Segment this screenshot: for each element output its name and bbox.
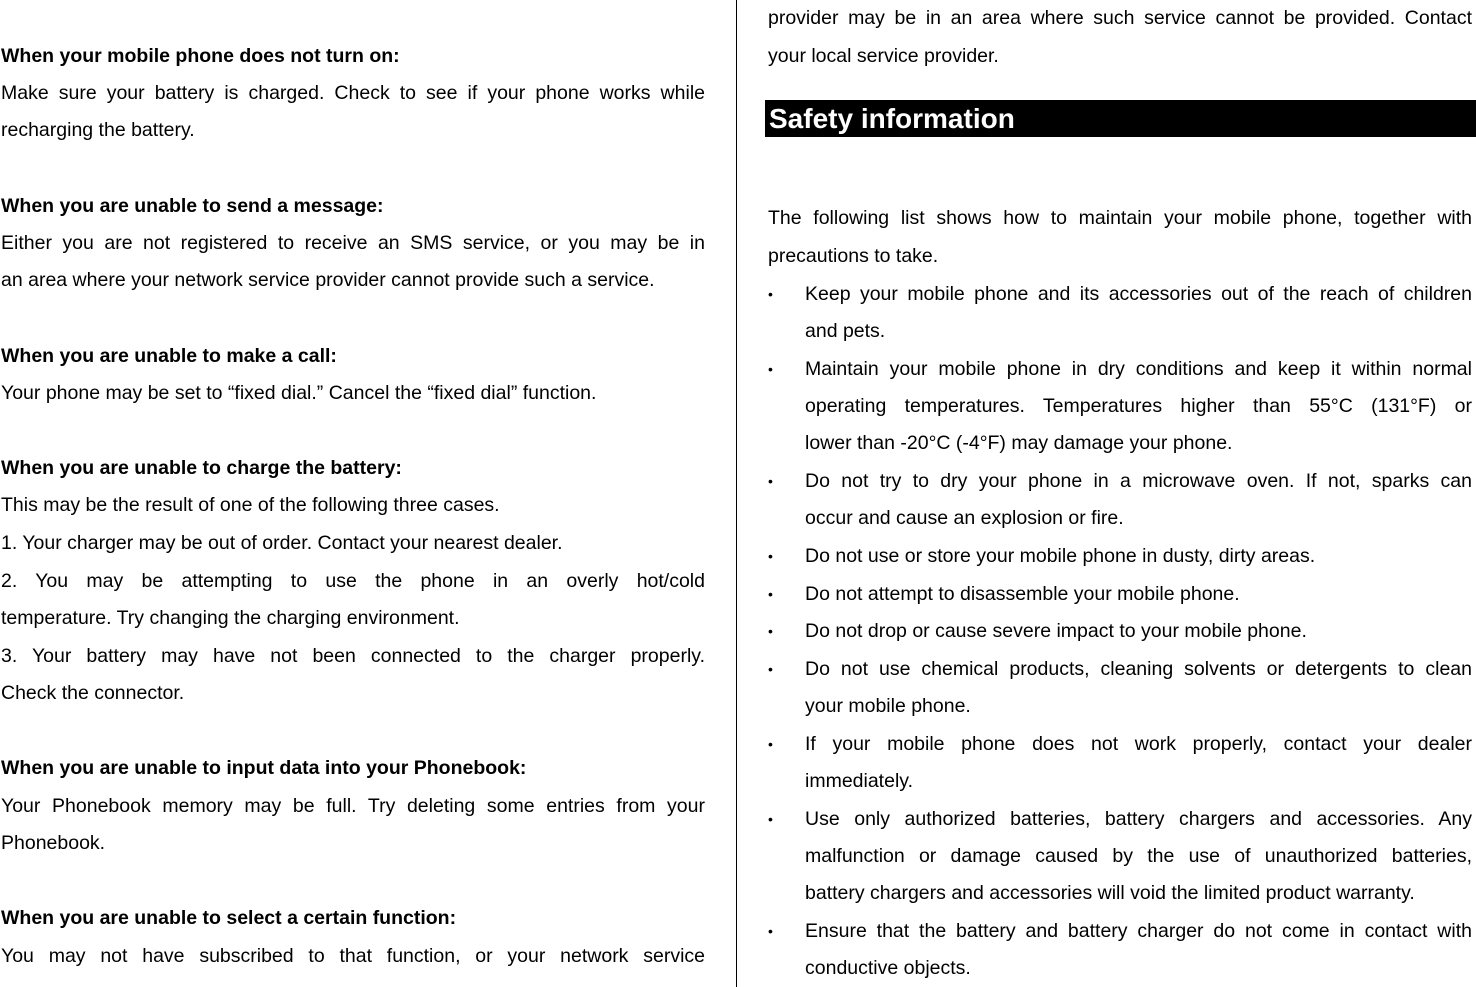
bullet-line: Do not attempt to disassemble your mobile phone.: [805, 583, 1240, 605]
paragraph-line: Your Phonebook memory may be full. Try deleting some entries from your: [1, 795, 705, 817]
heading-charge-battery: When you are unable to charge the battery:: [1, 457, 402, 479]
paragraph-line: 3. Your battery may have not been connected to the charger properly.: [1, 645, 705, 667]
paragraph-line: This may be the result of one of the following three cases.: [1, 494, 500, 516]
paragraph-line: 1. Your charger may be out of order. Contact your nearest dealer.: [1, 532, 563, 554]
intro-line: The following list shows how to maintain your mobile phone, together with: [768, 207, 1472, 229]
paragraph-line: Your phone may be set to “fixed dial.” Cancel the “fixed dial” function.: [1, 382, 597, 404]
section-title-safety: Safety information: [765, 100, 1476, 137]
bullet-line: Do not drop or cause severe impact to your mobile phone.: [805, 620, 1307, 642]
bullet-line: your mobile phone.: [805, 695, 971, 717]
bullet-line: lower than -20°C (-4°F) may damage your phone.: [805, 432, 1233, 454]
paragraph-line: recharging the battery.: [1, 119, 195, 141]
heading-make-call: When you are unable to make a call:: [1, 345, 337, 367]
bullet-line: Maintain your mobile phone in dry conditions and keep it within normal: [805, 358, 1472, 380]
bullet-glyph: •: [768, 811, 773, 827]
bullet-line: Keep your mobile phone and its accessories out of the reach of children: [805, 283, 1472, 305]
paragraph-line: Either you are not registered to receive an SMS service, or you may be in: [1, 232, 705, 254]
paragraph-line: You may not have subscribed to that function, or your network service: [1, 945, 705, 967]
paragraph-line: provider may be in an area where such service cannot be provided. Contact: [768, 7, 1472, 29]
bullet-glyph: •: [768, 361, 773, 377]
bullet-line: Do not use chemical products, cleaning solvents or detergents to clean: [805, 658, 1472, 680]
bullet-line: Use only authorized batteries, battery chargers and accessories. Any: [805, 808, 1472, 830]
bullet-line: Ensure that the battery and battery charger do not come in contact with: [805, 920, 1472, 942]
heading-select-function: When you are unable to select a certain function:: [1, 907, 457, 929]
paragraph-line: Make sure your battery is charged. Check to see if your phone works while: [1, 82, 705, 104]
bullet-line: and pets.: [805, 320, 886, 342]
bullet-line: battery chargers and accessories will void the limited product warranty.: [805, 882, 1415, 904]
paragraph-line: your local service provider.: [768, 45, 999, 67]
paragraph-line: Check the connector.: [1, 682, 185, 704]
bullet-glyph: •: [768, 473, 773, 489]
bullet-glyph: •: [768, 286, 773, 302]
bullet-line: immediately.: [805, 770, 914, 792]
bullet-line: operating temperatures. Temperatures higher than 55°C (131°F) or: [805, 395, 1472, 417]
bullet-line: If your mobile phone does not work properly, contact your dealer: [805, 733, 1472, 755]
intro-line: precautions to take.: [768, 245, 939, 267]
bullet-glyph: •: [768, 923, 773, 939]
bullet-line: conductive objects.: [805, 957, 971, 979]
paragraph-line: 2. You may be attempting to use the phone in an overly hot/cold: [1, 570, 705, 592]
heading-send-message: When you are unable to send a message:: [1, 195, 384, 217]
column-divider: [736, 0, 737, 987]
bullet-line: malfunction or damage caused by the use of unauthorized batteries,: [805, 845, 1472, 867]
bullet-glyph: •: [768, 586, 773, 602]
bullet-line: occur and cause an explosion or fire.: [805, 507, 1124, 529]
bullet-glyph: •: [768, 623, 773, 639]
bullet-line: Do not use or store your mobile phone in dusty, dirty areas.: [805, 545, 1316, 567]
bullet-glyph: •: [768, 736, 773, 752]
bullet-glyph: •: [768, 661, 773, 677]
bullet-glyph: •: [768, 548, 773, 564]
paragraph-line: temperature. Try changing the charging environment.: [1, 607, 460, 629]
heading-phonebook: When you are unable to input data into your Phonebook:: [1, 757, 527, 779]
paragraph-line: Phonebook.: [1, 832, 106, 854]
heading-no-power: When your mobile phone does not turn on:: [1, 45, 400, 67]
bullet-line: Do not try to dry your phone in a microwave oven. If not, sparks can: [805, 470, 1472, 492]
paragraph-line: an area where your network service provider cannot provide such a service.: [1, 269, 655, 291]
